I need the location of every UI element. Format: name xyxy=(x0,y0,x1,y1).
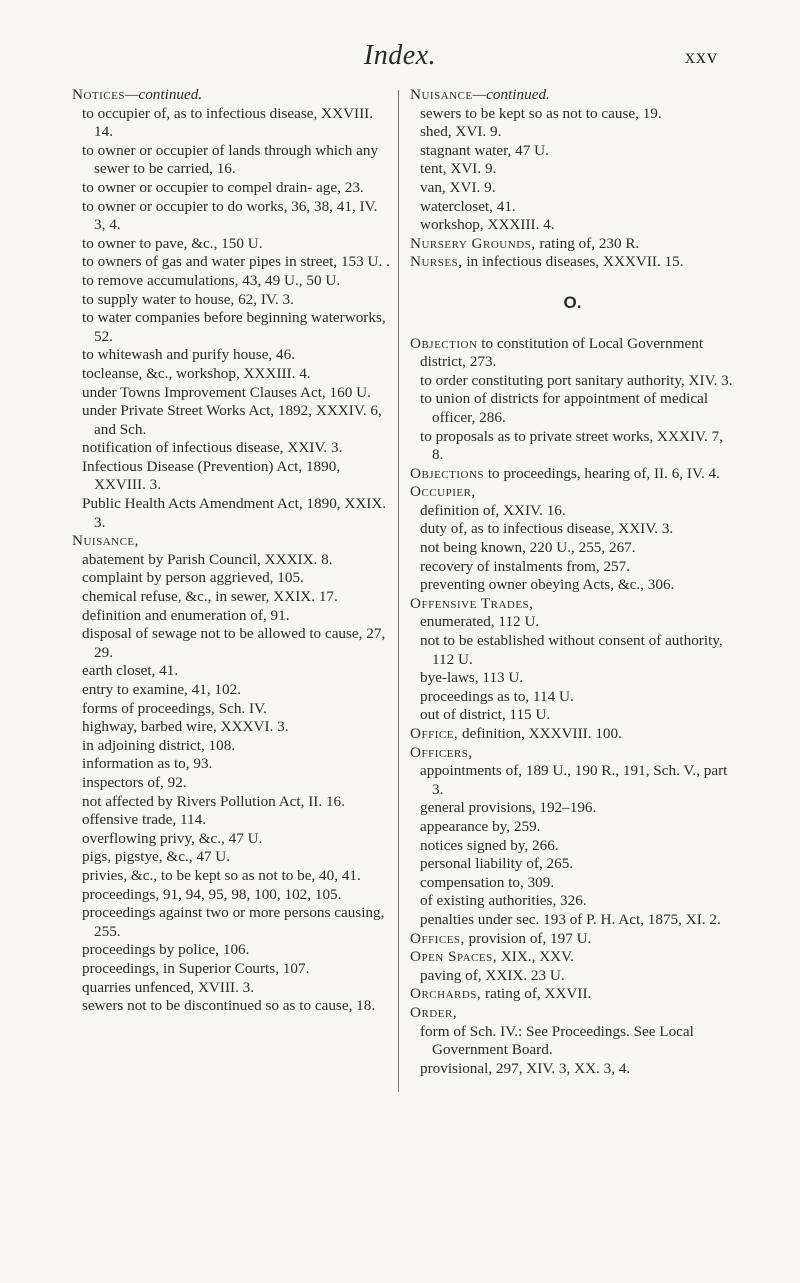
page-header xyxy=(0,40,800,76)
index-subentry: duty of, as to infectious disease, XXIV. 3. xyxy=(420,520,674,538)
heading-term: Objection xyxy=(410,334,478,352)
index-subentry: to remove accumulations, 43, 49 U., 50 U. xyxy=(82,271,341,289)
heading-term: Nurses, xyxy=(410,253,463,271)
heading-reference: to proceedings, hearing of, II. 6, IV. 4. xyxy=(484,464,720,482)
right-column-top xyxy=(410,86,735,272)
index-heading-entry xyxy=(410,985,735,1004)
index-subentry: workshop, XXXIII. 4. xyxy=(420,216,555,234)
index-subentry: general provisions, 192–196. xyxy=(420,799,597,817)
index-subentry: in adjoining district, 108. xyxy=(82,736,236,754)
index-subentry: definition of, XXIV. 16. xyxy=(420,501,566,519)
index-subentry: van, XVI. 9. xyxy=(420,178,496,196)
index-subentry: provisional, 297, XIV. 3, XX. 3, 4. xyxy=(420,1059,631,1077)
index-subentry: proceedings, 91, 94, 95, 98, 100, 102, 105. xyxy=(82,885,342,903)
index-subentry: to union of districts for appointment of medical officer, 286. xyxy=(420,390,709,426)
column-divider xyxy=(398,90,399,1092)
index-subentry: tent, XVI. 9. xyxy=(420,160,497,178)
index-subentry: entry to examine, 41, 102. xyxy=(82,681,242,698)
index-subentry: to order constituting port sanitary authority, XIV. 3. xyxy=(420,371,733,389)
index-subentry: inspectors of, 92. xyxy=(82,773,187,791)
index-subentry: watercloset, 41. xyxy=(420,197,516,215)
index-subentry: to owner to pave, &c., 150 U. xyxy=(82,234,263,252)
index-subentry: sewers to be kept so as not to cause, 19. xyxy=(420,104,662,122)
index-subentry: under Towns Improvement Clauses Act, 160 U. xyxy=(82,383,371,401)
index-heading-entry xyxy=(410,930,735,949)
index-heading-entry xyxy=(410,465,735,484)
index-subentry: to owners of gas and water pipes in street, 153 U. . xyxy=(82,253,390,271)
index-heading xyxy=(410,86,735,105)
index-heading xyxy=(410,1004,735,1023)
heading-reference: rating of, 230 R. xyxy=(535,234,640,252)
page-number: xxv xyxy=(685,46,718,68)
heading-term: Orchards, xyxy=(410,985,482,1003)
index-subentry: proceedings by police, 106. xyxy=(82,941,250,959)
index-subentry: to supply water to house, 62, IV. 3. xyxy=(82,290,294,308)
index-subentry: not being known, 220 U., 255, 267. xyxy=(420,539,636,557)
index-subentry: sewers not to be discontinued so as to cause, 18. xyxy=(82,997,376,1015)
index-subentry: of existing authorities, 326. xyxy=(420,892,587,910)
index-subentry: chemical refuse, &c., in sewer, XXIX. 17. xyxy=(82,588,338,606)
index-subentry: to whitewash and purify house, 46. xyxy=(82,346,296,364)
heading-reference: XIX., XXV. xyxy=(497,948,574,966)
index-subentry: forms of proceedings, Sch. IV. xyxy=(82,699,267,717)
index-subentry: quarries unfenced, XVIII. 3. xyxy=(82,978,255,996)
index-heading xyxy=(410,595,735,614)
right-column-bottom xyxy=(410,335,735,1079)
index-subentry: compensation to, 309. xyxy=(420,873,555,891)
index-heading-entry xyxy=(410,253,735,272)
index-subentry: proceedings against two or more persons causing, 255. xyxy=(82,904,385,940)
heading-reference: definition, XXXVIII. 100. xyxy=(458,725,622,742)
heading-term: Occupier, xyxy=(410,483,476,501)
index-subentry: to owner or occupier of lands through which any sewer to be carried, 16. xyxy=(82,141,379,178)
index-heading-entry xyxy=(410,335,735,372)
index-heading xyxy=(72,532,392,551)
index-subentry: proceedings, in Superior Courts, 107. xyxy=(82,959,310,977)
index-subentry: highway, barbed wire, XXXVI. 3. xyxy=(82,718,289,736)
index-subentry: to occupier of, as to infectious disease, XXVIII. 14. xyxy=(82,104,374,141)
index-subentry: abatement by Parish Council, XXXIX. 8. xyxy=(82,550,333,568)
index-heading xyxy=(410,744,735,763)
index-subentry: complaint by person aggrieved, 105. xyxy=(82,569,304,587)
index-subentry: penalties under sec. 193 of P. H. Act, 1875, XI. 2. xyxy=(420,910,721,928)
index-subentry: stagnant water, 47 U. xyxy=(420,141,549,159)
index-heading-entry xyxy=(410,948,735,967)
index-subentry: Public Health Acts Amendment Act, 1890, XXIX. 3. xyxy=(82,495,387,531)
continued-note: —continued. xyxy=(124,86,203,103)
heading-term: Nuisance xyxy=(410,86,473,103)
index-subentry: paving of, XXIX. 23 U. xyxy=(420,966,565,984)
index-subentry: pigs, pigstye, &c., 47 U. xyxy=(82,848,231,866)
heading-term: Notices xyxy=(72,86,125,103)
heading-reference: to constitution of Local Government district, 273. xyxy=(420,334,704,371)
heading-reference: rating of, XXVII. xyxy=(481,985,592,1003)
index-subentry: appointments of, 189 U., 190 R., 191, Sch. V., part 3. xyxy=(420,762,728,798)
left-column xyxy=(72,86,392,1016)
index-subentry: Infectious Disease (Prevention) Act, 1890, XXVIII. 3. xyxy=(82,457,341,494)
index-subentry: notices signed by, 266. xyxy=(420,836,559,854)
section-letter: O. xyxy=(563,292,582,312)
heading-term: Nuisance, xyxy=(72,532,139,550)
continued-note: —continued. xyxy=(472,86,550,103)
index-subentry: to owner or occupier to do works, 36, 38, 41, IV. 3, 4. xyxy=(82,197,378,234)
heading-term: Open Spaces, xyxy=(410,948,498,966)
heading-term: Nursery Grounds, xyxy=(410,234,536,252)
index-subentry: to proposals as to private street works, XXXIV. 7, 8. xyxy=(420,427,723,464)
index-subentry: information as to, 93. xyxy=(82,755,213,773)
index-heading xyxy=(72,86,392,105)
index-subentry: to owner or occupier to compel drain- age, 23. xyxy=(82,178,364,196)
index-subentry: tocleanse, &c., workshop, XXXIII. 4. xyxy=(82,364,311,382)
index-subentry: out of district, 115 U. xyxy=(420,706,551,724)
index-subentry: enumerated, 112 U. xyxy=(420,613,540,631)
heading-term: Offensive Trades, xyxy=(410,594,534,612)
index-subentry: proceedings as to, 114 U. xyxy=(420,687,574,705)
index-heading-entry xyxy=(410,725,735,744)
index-heading-entry xyxy=(410,235,735,254)
heading-term: Offices, xyxy=(410,929,465,947)
heading-term: Order, xyxy=(410,1003,458,1021)
index-subentry: to water companies before beginning waterworks, 52. xyxy=(82,309,386,345)
index-subentry: not affected by Rivers Pollution Act, II. 16. xyxy=(82,792,345,810)
index-subentry: notification of infectious disease, XXIV. 3. xyxy=(82,439,343,457)
heading-term: Officers, xyxy=(410,743,473,761)
index-subentry: not to be established without consent of authority, 112 U. xyxy=(420,632,723,668)
index-subentry: bye-laws, 113 U. xyxy=(420,669,524,687)
index-subentry: personal liability of, 265. xyxy=(420,855,574,873)
index-subentry: earth closet, 41. xyxy=(82,662,179,680)
heading-term: Office, xyxy=(410,725,459,742)
index-subentry: disposal of sewage not to be allowed to cause, 27, 29. xyxy=(82,625,386,661)
index-subentry: overflowing privy, &c., 47 U. xyxy=(82,829,263,847)
index-subentry: under Private Street Works Act, 1892, XXXIV. 6, and Sch. xyxy=(82,402,382,438)
right-column xyxy=(410,86,735,1078)
index-subentry: form of Sch. IV.: See Proceedings. See Local Government Board. xyxy=(420,1022,694,1059)
index-subentry: preventing owner obeying Acts, &c., 306. xyxy=(420,576,675,594)
index-subentry: recovery of instalments from, 257. xyxy=(420,557,631,575)
index-subentry: privies, &c., to be kept so as not to be, 40, 41. xyxy=(82,866,361,884)
heading-reference: provision of, 197 U. xyxy=(464,929,592,947)
index-subentry: offensive trade, 114. xyxy=(82,811,206,829)
heading-reference: in infectious diseases, XXXVII. 15. xyxy=(462,253,684,271)
index-subentry: appearance by, 259. xyxy=(420,817,541,835)
index-heading xyxy=(410,483,735,502)
page-title: Index. xyxy=(363,40,437,71)
index-subentry: definition and enumeration of, 91. xyxy=(82,606,290,624)
heading-term: Objections xyxy=(410,464,485,482)
index-subentry: shed, XVI. 9. xyxy=(420,123,502,141)
